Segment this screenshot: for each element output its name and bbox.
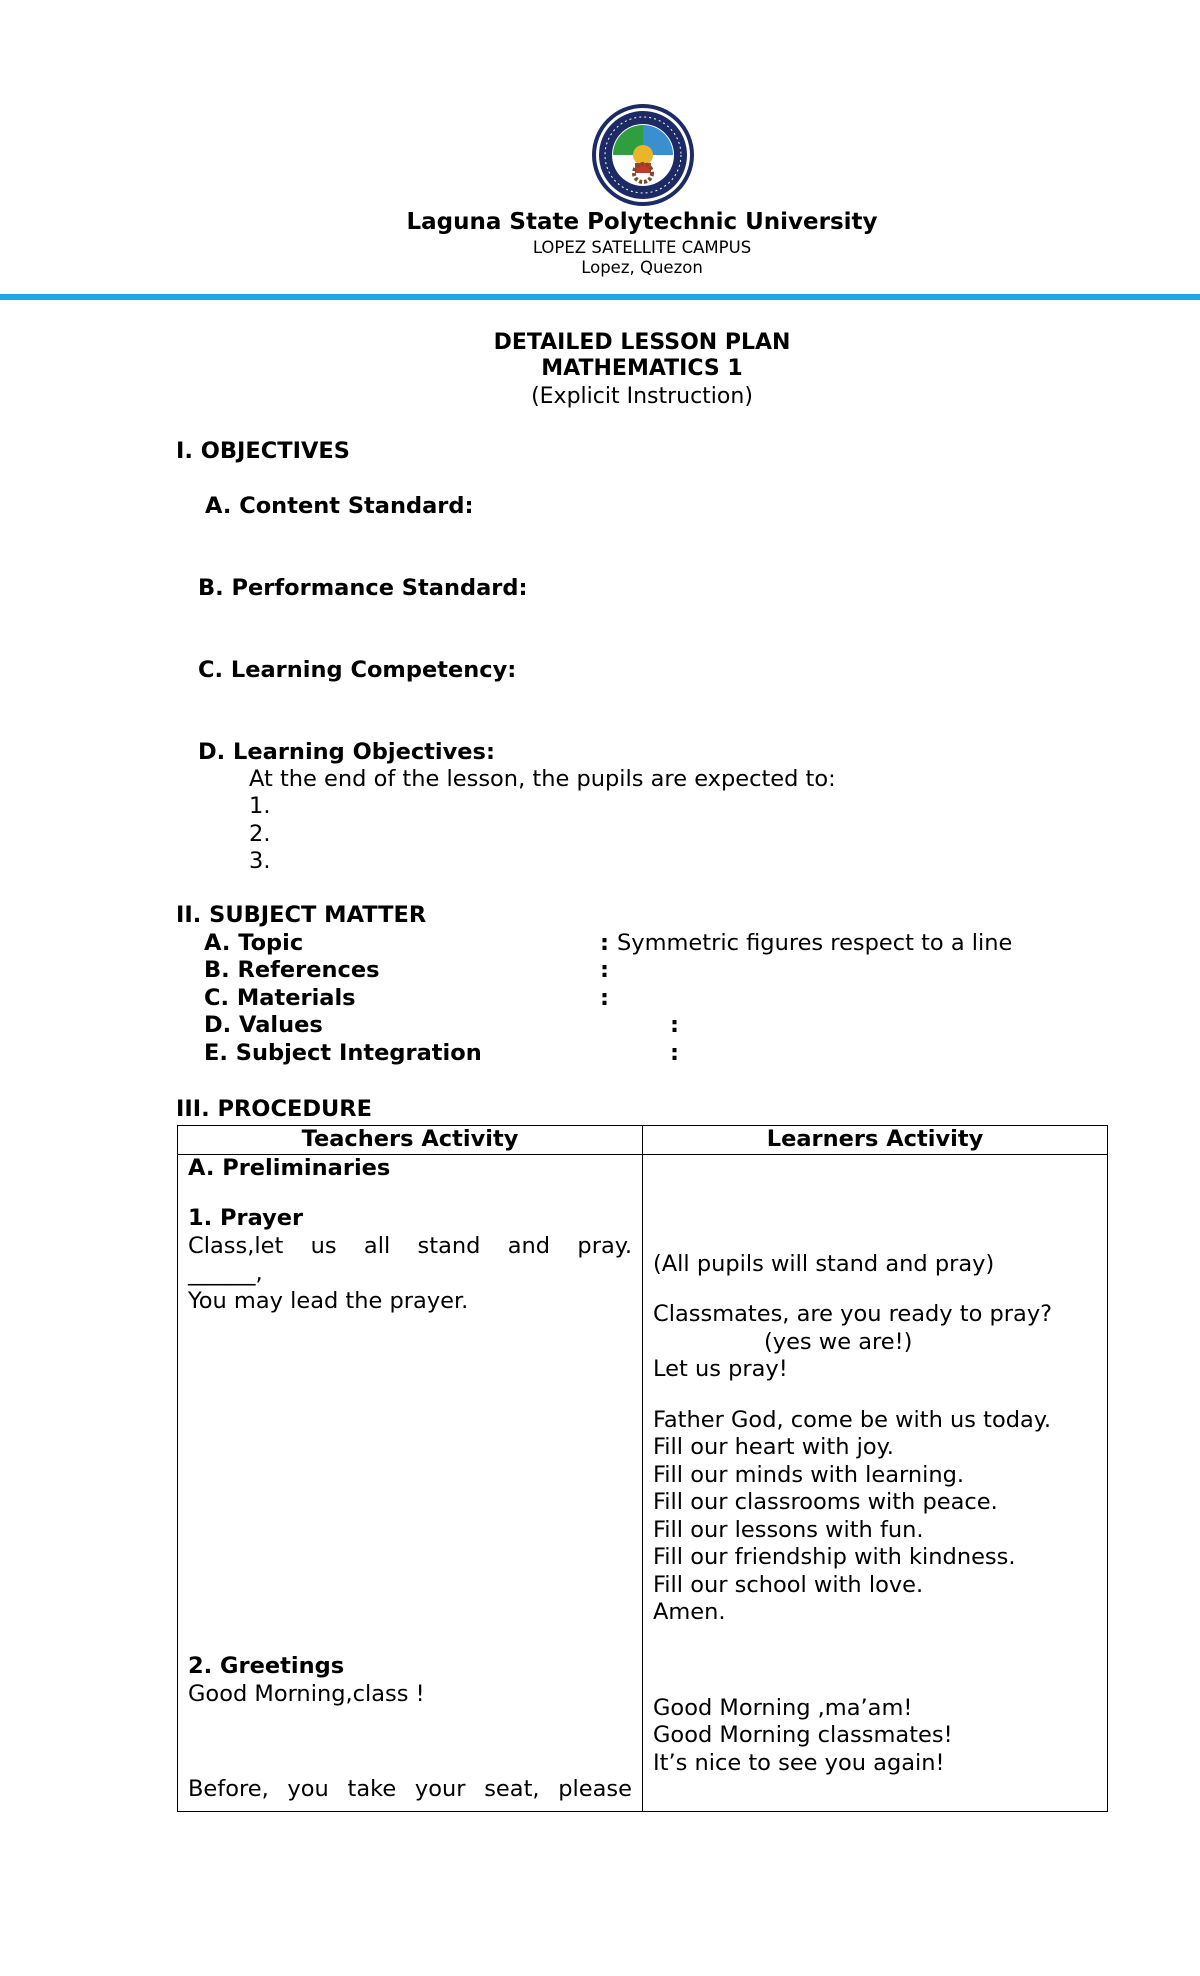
prayer-line: Father God, come be with us today. — [653, 1406, 1052, 1433]
learner-yes-line: (yes we are!) — [764, 1328, 913, 1355]
performance-standard-label: B. Performance Standard: — [198, 575, 528, 601]
greetings-heading: 2. Greetings — [188, 1653, 345, 1679]
learner-greeting-line: Good Morning ,ma’am! — [653, 1694, 913, 1721]
teacher-prayer-line: You may lead the prayer. — [188, 1287, 469, 1314]
objectives-intro: At the end of the lesson, the pupils are expected to: — [249, 766, 836, 792]
learners-activity-header: Learners Activity — [643, 1126, 1108, 1155]
values-label: D. Values — [204, 1012, 323, 1038]
materials-label: C. Materials — [204, 985, 356, 1011]
subject-title: MATHEMATICS 1 — [541, 356, 743, 381]
topic-label: A. Topic — [204, 930, 304, 956]
prayer-line: Fill our school with love. — [653, 1571, 924, 1598]
content-standard-label: A. Content Standard: — [205, 493, 474, 519]
prayer-line: Fill our minds with learning. — [653, 1461, 965, 1488]
procedure-heading: III. PROCEDURE — [176, 1096, 372, 1122]
campus-location: Lopez, Quezon — [581, 258, 703, 277]
objective-item: 1. — [249, 793, 271, 819]
prayer-heading: 1. Prayer — [188, 1205, 304, 1231]
references-label: B. References — [204, 957, 380, 983]
learners-activity-cell — [643, 1154, 1108, 1811]
header-divider — [0, 294, 1200, 300]
learning-objectives-label: D. Learning Objectives: — [198, 739, 495, 765]
campus-name: LOPEZ SATELLITE CAMPUS — [532, 238, 752, 257]
prayer-line: Fill our classrooms with peace. — [653, 1489, 998, 1515]
prayer-line: Fill our friendship with kindness. — [653, 1544, 1016, 1570]
subject-integration-colon: : — [670, 1040, 679, 1066]
objective-item: 3. — [249, 848, 271, 874]
teacher-seat-line: Before, you take your seat, please — [188, 1776, 632, 1802]
prayer-line: Fill our lessons with fun. — [653, 1516, 924, 1543]
topic-value: Symmetric figures respect to a line — [617, 930, 1013, 956]
subject-matter-heading: II. SUBJECT MATTER — [176, 902, 427, 928]
learner-letus-line: Let us pray! — [653, 1356, 788, 1382]
teachers-activity-header: Teachers Activity — [178, 1126, 643, 1155]
teacher-greeting-line: Good Morning,class ! — [188, 1680, 425, 1707]
learner-ready-line: Classmates, are you ready to pray? — [653, 1301, 1053, 1327]
university-name: Laguna State Polytechnic University — [406, 209, 878, 235]
learner-greeting-line: Good Morning classmates! — [653, 1722, 953, 1748]
prayer-line: Fill our heart with joy. — [653, 1434, 894, 1460]
document-title: DETAILED LESSON PLAN — [493, 330, 791, 355]
preliminaries-heading: A. Preliminaries — [188, 1154, 391, 1181]
values-colon: : — [670, 1012, 679, 1038]
learner-greeting-line: It’s nice to see you again! — [653, 1749, 945, 1776]
university-seal-logo — [591, 103, 695, 207]
materials-colon: : — [600, 985, 609, 1011]
objectives-heading: I. OBJECTIVES — [176, 438, 350, 464]
prayer-line: Amen. — [653, 1599, 726, 1625]
objective-item: 2. — [249, 821, 271, 847]
teacher-prayer-blank: ______, — [188, 1260, 263, 1286]
references-colon: : — [600, 957, 609, 983]
procedure-table — [177, 1125, 1108, 1812]
teacher-prayer-line: Class,let us all stand and pray. — [188, 1232, 632, 1259]
instruction-type: (Explicit Instruction) — [531, 384, 753, 409]
topic-colon: : — [600, 930, 609, 956]
learning-competency-label: C. Learning Competency: — [198, 657, 517, 683]
subject-integration-label: E. Subject Integration — [204, 1040, 482, 1066]
learner-stand-line: (All pupils will stand and pray) — [653, 1250, 995, 1277]
teachers-activity-cell — [178, 1154, 643, 1811]
